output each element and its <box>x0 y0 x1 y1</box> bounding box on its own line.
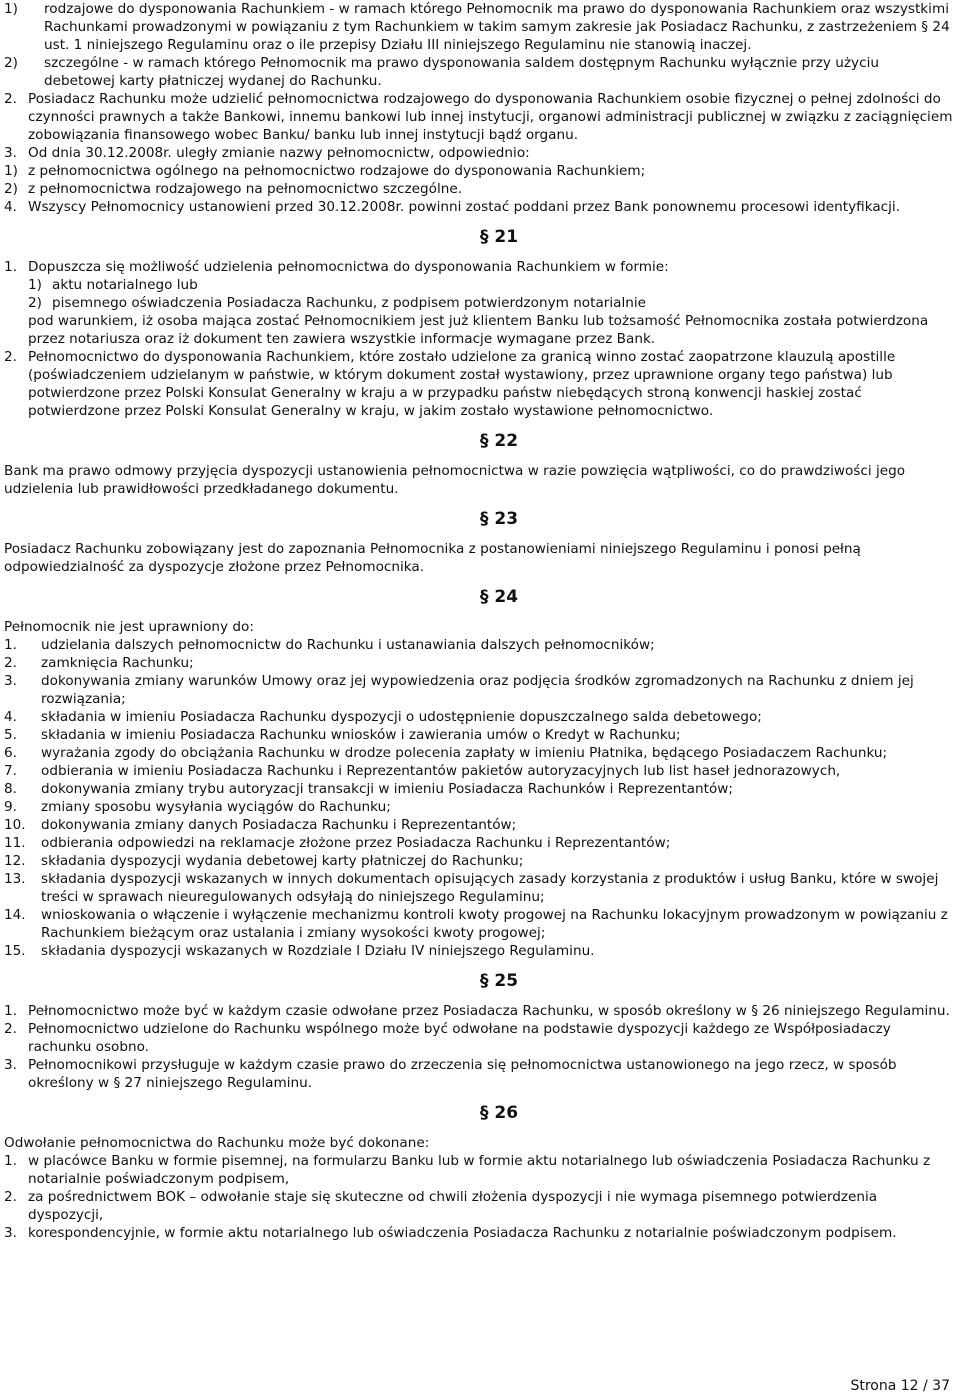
document-page <box>4 0 954 1242</box>
paragraph-text: Posiadacz Rachunku może udzielić pełnomocnictwa rodzajowego do dysponowania Rachunkiem osobie fizycznej o pełnej zdolności do czynności prawnych a także Bankowi, innemu bankowi lub innej instytucji, organowi administracji publicznej w związku z zaciągnięciem zobowiązania finansowego wobec Banku/ banku lub innej instytucji bądź organu. <box>28 91 953 143</box>
item-text: Pełnomocnictwo może być w każdym czasie odwołane przez Posiadacza Rachunku, w sposób określony w § 26 niniejszego Regulaminu. <box>28 1003 950 1019</box>
item-number: 3. <box>4 1057 17 1073</box>
list <box>4 636 954 960</box>
paragraph <box>4 90 954 144</box>
item-text: składania w imieniu Posiadacza Rachunku wniosków i zawierania umów o Kredyt w Rachunku; <box>41 727 681 743</box>
list-item <box>4 636 954 654</box>
item-text: z pełnomocnictwa ogólnego na pełnomocnictwo rodzajowe do dysponowania Rachunkiem; <box>28 163 646 179</box>
item-number: 1) <box>28 277 42 293</box>
list-item <box>4 654 954 672</box>
item-text: dokonywania zmiany danych Posiadacza Rachunku i Reprezentantów; <box>41 817 517 833</box>
list-item <box>4 942 954 960</box>
list-item <box>4 1056 954 1092</box>
paragraph <box>4 258 954 276</box>
list-item <box>4 54 954 90</box>
paragraph-text: Dopuszcza się możliwość udzielenia pełnomocnictwa do dysponowania Rachunkiem w formie: <box>28 259 669 275</box>
item-number: 2) <box>4 181 18 197</box>
section-heading-25: § 25 <box>479 971 519 991</box>
paragraph-number: 2. <box>4 349 17 365</box>
item-number: 8. <box>4 781 17 797</box>
item-number: 2. <box>4 1021 17 1037</box>
section-heading-21: § 21 <box>479 227 519 247</box>
item-text: odbierania w imieniu Posiadacza Rachunku i Reprezentantów pakietów autoryzacyjnych lub list haseł jednorazowych, <box>41 763 841 779</box>
item-text: Pełnomocnictwo udzielone do Rachunku wspólnego może być odwołane na podstawie dyspozycji każdego ze Współposiadaczy rachunku osobno. <box>28 1021 891 1055</box>
section-heading-22: § 22 <box>479 431 519 451</box>
item-number: 1. <box>4 1003 17 1019</box>
paragraph <box>4 348 954 420</box>
item-number: 2. <box>4 655 17 671</box>
item-text: wyrażania zgody do obciążania Rachunku w drodze polecenia zapłaty w imieniu Płatnika, będącego Posiadaczem Rachunku; <box>41 745 888 761</box>
list-item <box>4 276 954 294</box>
item-text: składania w imieniu Posiadacza Rachunku dyspozycji o udostępnienie dopuszczalnego salda debetowego; <box>41 709 762 725</box>
item-number: 11. <box>4 835 26 851</box>
list-item <box>4 672 954 708</box>
item-number: 3. <box>4 1225 17 1241</box>
item-number: 3. <box>4 673 17 689</box>
paragraph-text: Pełnomocnictwo do dysponowania Rachunkiem, które zostało udzielone za granicą winno zostać zaopatrzone klauzulą apostille (poświadczeniem udzielanym w państwie, w którym dokument został wystawiony, przez uprawnione organy tego państwa) lub potwierdzone przez Polski Konsulat Generalny w kraju a w przypadku państw niebędących stroną konwencji haskiej zostać potwierdzone przez Polski Konsulat Generalny w kraju, w jakim zostało wystawione pełnomocnictwo. <box>28 349 896 419</box>
item-number: 12. <box>4 853 26 869</box>
list-item <box>4 834 954 852</box>
item-text: dokonywania zmiany warunków Umowy oraz jej wypowiedzenia oraz podjęcia środków zgromadzonych na Rachunku z dniem jej rozwiązania; <box>41 673 914 707</box>
list-item <box>4 852 954 870</box>
item-number: 2. <box>4 1189 17 1205</box>
item-text: wnioskowania o włączenie i wyłączenie mechanizmu kontroli kwoty progowej na Rachunku lokacyjnym prowadzonym w powiązaniu z Rachunkiem bieżącym oraz ustalania i zmiany wysokości kwoty progowej; <box>41 907 948 941</box>
item-number: 2) <box>4 55 18 71</box>
item-text: składania dyspozycji wydania debetowej karty płatniczej do Rachunku; <box>41 853 524 869</box>
item-number: 13. <box>4 871 26 887</box>
item-text: zamknięcia Rachunku; <box>41 655 194 671</box>
item-number: 1) <box>4 1 18 17</box>
list-item <box>4 0 954 54</box>
list-item <box>4 798 954 816</box>
section-heading-24: § 24 <box>479 587 519 607</box>
list-item <box>4 180 954 198</box>
section-heading-26: § 26 <box>479 1103 519 1123</box>
item-text: z pełnomocnictwa rodzajowego na pełnomocnictwo szczególne. <box>28 181 463 197</box>
list-item <box>4 726 954 744</box>
item-number: 9. <box>4 799 17 815</box>
item-text: udzielania dalszych pełnomocnictw do Rachunku i ustanawiania dalszych pełnomocników; <box>41 637 655 653</box>
list-item <box>4 870 954 906</box>
item-number: 1) <box>4 163 18 179</box>
section-intro: Odwołanie pełnomocnictwa do Rachunku może być dokonane: <box>4 1135 430 1151</box>
section-heading-23: § 23 <box>479 509 519 529</box>
list-item <box>4 1002 954 1020</box>
paragraph-text: Posiadacz Rachunku zobowiązany jest do zapoznania Pełnomocnika z postanowieniami niniejszego Regulaminu i ponosi pełną odpowiedzialność za dyspozycje złożone przez Pełnomocnika. <box>4 541 861 575</box>
list-item <box>4 762 954 780</box>
list-item <box>4 816 954 834</box>
list-item <box>4 744 954 762</box>
paragraph-text: Od dnia 30.12.2008r. uległy zmianie nazwy pełnomocnictw, odpowiednio: <box>28 145 530 161</box>
paragraph-number: 4. <box>4 199 17 215</box>
item-number: 2) <box>28 295 42 311</box>
item-number: 5. <box>4 727 17 743</box>
item-text: dokonywania zmiany trybu autoryzacji transakcji w imieniu Posiadacza Rachunków i Reprezentantów; <box>41 781 733 797</box>
paragraph-number: 2. <box>4 91 17 107</box>
section-intro: Pełnomocnik nie jest uprawniony do: <box>4 619 254 635</box>
list-item <box>4 294 954 312</box>
paragraph-text: Bank ma prawo odmowy przyjęcia dyspozycji ustanowienia pełnomocnictwa w razie powzięcia wątpliwości, co do prawdziwości jego udzielenia lub prawidłowości przedkładanego dokumentu. <box>4 463 906 497</box>
item-number: 1. <box>4 637 17 653</box>
item-text: Pełnomocnikowi przysługuje w każdym czasie prawo do zrzeczenia się pełnomocnictwa ustanowionego na jego rzecz, w sposób określony w § 27 niniejszego Regulaminu. <box>28 1057 897 1091</box>
paragraph <box>4 144 954 162</box>
list-item <box>4 1020 954 1056</box>
item-number: 1. <box>4 1153 17 1169</box>
item-number: 7. <box>4 763 17 779</box>
item-text: szczególne - w ramach którego Pełnomocnik ma prawo dysponowania saldem dostępnym Rachunku wyłącznie przy użyciu debetowej karty płatniczej wydanej do Rachunku. <box>44 55 879 89</box>
item-text: aktu notarialnego lub <box>52 277 198 293</box>
item-text: w placówce Banku w formie pisemnej, na formularzu Banku lub w formie aktu notarialnego lub oświadczenia Posiadacza Rachunku z notarialnie poświadczonym podpisem, <box>28 1153 931 1187</box>
list-item <box>4 906 954 942</box>
item-text: rodzajowe do dysponowania Rachunkiem - w ramach którego Pełnomocnik ma prawo do dysponowania Rachunkiem oraz wszystkimi Rachunkami prowadzonymi w powiązaniu z tym Rachunkiem w takim samym zakresie jak Posiadacz Rachunku, z zastrzeżeniem § 24 ust. 1 niniejszego Regulaminu oraz o ile przepisy Działu III niniejszego Regulaminu nie stanowią inaczej. <box>44 1 950 53</box>
item-text: za pośrednictwem BOK – odwołanie staje się skuteczne od chwili złożenia dyspozycji i nie wymaga pisemnego potwierdzenia dyspozycji, <box>28 1189 878 1223</box>
list-item <box>4 1224 954 1242</box>
item-text: składania dyspozycji wskazanych w innych dokumentach opisujących zasady korzystania z produktów i usług Banku, które w swojej treści w sprawach nieuregulowanych odsyłają do niniejszego Regulaminu; <box>41 871 939 905</box>
item-text: odbierania odpowiedzi na reklamacje złożone przez Posiadacza Rachunku i Reprezentantów; <box>41 835 671 851</box>
page-number: Strona 12 / 37 <box>850 1378 950 1394</box>
list-item <box>4 1152 954 1188</box>
item-text: składania dyspozycji wskazanych w Rozdziale I Działu IV niniejszego Regulaminu. <box>41 943 595 959</box>
list-item <box>4 162 954 180</box>
item-text: korespondencyjnie, w formie aktu notarialnego lub oświadczenia Posiadacza Rachunku z notarialnie poświadczonym podpisem. <box>28 1225 897 1241</box>
list-item <box>4 780 954 798</box>
item-number: 6. <box>4 745 17 761</box>
item-number: 4. <box>4 709 17 725</box>
item-number: 14. <box>4 907 26 923</box>
list-item <box>4 708 954 726</box>
item-text: zmiany sposobu wysyłania wyciągów do Rachunku; <box>41 799 391 815</box>
item-text: pisemnego oświadczenia Posiadacza Rachunku, z podpisem potwierdzonym notarialnie <box>52 295 647 311</box>
paragraph-number: 3. <box>4 145 17 161</box>
item-number: 10. <box>4 817 26 833</box>
paragraph-text: Wszyscy Pełnomocnicy ustanowieni przed 30.12.2008r. powinni zostać poddani przez Bank ponownemu procesowi identyfikacji. <box>28 199 901 215</box>
paragraph <box>4 198 954 216</box>
list-item <box>4 1188 954 1224</box>
paragraph-number: 1. <box>4 259 17 275</box>
paragraph-text: pod warunkiem, iż osoba mająca zostać Pełnomocnikiem jest już klientem Banku lub tożsamość Pełnomocnika została potwierdzona przez notariusza oraz iż dokument ten zawiera wszystkie informacje wymagane przez Bank. <box>28 313 929 347</box>
item-number: 15. <box>4 943 26 959</box>
